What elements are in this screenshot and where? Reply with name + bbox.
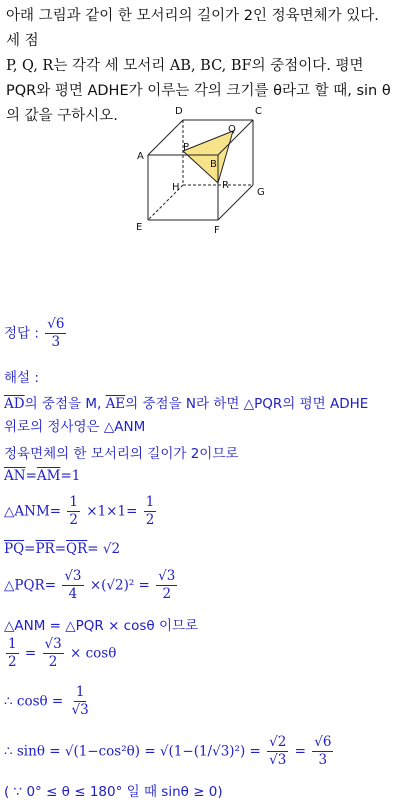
problem-line: 아래 그림과 같이 한 모서리의 길이가 2인 정육면체가 있다. 세 점 xyxy=(6,8,379,49)
solution-text: △ANM= xyxy=(4,503,62,520)
vertex-label: E xyxy=(136,222,143,233)
segment-label: $\overline{AN}$ xyxy=(4,468,26,484)
solution-text: = √2 xyxy=(87,541,121,557)
numerator: 1 xyxy=(69,494,78,510)
solution-text: = xyxy=(24,541,36,557)
solution-line xyxy=(4,541,120,557)
segment-label: $\overline{PR}$ xyxy=(35,541,55,557)
denominator: 2 xyxy=(145,512,155,528)
solution-line xyxy=(4,636,116,671)
problem-line: 의 값을 구하시오. xyxy=(6,108,118,124)
vertex-label: D xyxy=(175,106,183,117)
fraction xyxy=(312,734,333,769)
solution-text: ∴ sinθ = √(1−cos²θ) = √(1−(1/√3)²) = xyxy=(4,743,261,760)
solution-text: ×(√2)² = xyxy=(89,577,150,594)
denominator: 2 xyxy=(8,654,17,670)
solution-header: 해설 : xyxy=(4,370,39,386)
solution-line: 위로의 정사영은 △ANM xyxy=(4,419,146,435)
denominator: √3 xyxy=(269,752,287,768)
fraction xyxy=(62,568,83,603)
numerator: 1 xyxy=(145,494,155,510)
fraction xyxy=(43,636,64,671)
triangle-PQR xyxy=(183,131,233,183)
solution-line xyxy=(4,568,179,603)
vertex-label: P xyxy=(183,142,190,153)
solution-text: ∴ cosθ = xyxy=(4,693,64,710)
fraction xyxy=(70,684,91,719)
vertex-label: B xyxy=(210,159,217,170)
numerator: √2 xyxy=(269,734,287,750)
denominator: 3 xyxy=(318,752,328,768)
cube-diagram xyxy=(128,100,278,240)
denominator: √3 xyxy=(71,702,89,718)
numerator: 1 xyxy=(8,636,17,652)
answer-row xyxy=(4,316,68,351)
problem-line: PQR와 평면 ADHE가 이루는 각의 크기를 θ라고 할 때, sin θ xyxy=(6,83,391,99)
solution-line: ( ∵ 0° ≤ θ ≤ 180° 일 때 sinθ ≥ 0) xyxy=(4,784,223,800)
solution-text: = xyxy=(25,468,37,484)
solution-line xyxy=(4,392,368,412)
numerator: √3 xyxy=(44,636,62,652)
vertex-label: R xyxy=(222,180,229,191)
solution-line xyxy=(4,734,335,769)
answer-denominator: 3 xyxy=(51,334,61,350)
segment-label: $\overline{QR}$ xyxy=(66,541,88,557)
denominator: 4 xyxy=(68,586,78,602)
fraction xyxy=(6,636,19,671)
problem-line: P, Q, R는 각각 세 모서리 AB, BC, BF의 중점이다. 평면 xyxy=(6,58,364,74)
answer-fraction xyxy=(45,316,66,351)
denominator: 2 xyxy=(48,654,58,670)
fraction xyxy=(267,734,288,769)
segment-label: $\overline{AM}$ xyxy=(36,468,61,484)
fraction xyxy=(156,568,177,603)
solution-text: ×1×1= xyxy=(86,503,138,520)
solution-text: =1 xyxy=(60,468,81,484)
segment-label: $\overline{AE}$ xyxy=(105,396,126,412)
solution-text: × cosθ xyxy=(70,645,117,662)
vertex-label: C xyxy=(255,106,262,117)
numerator: 1 xyxy=(75,684,85,700)
solution-text: = xyxy=(54,541,67,557)
vertex-label: H xyxy=(172,182,180,193)
solution-line xyxy=(4,468,80,484)
vertex-label: G xyxy=(257,187,265,198)
numerator: √6 xyxy=(314,734,332,750)
edge-AD xyxy=(148,120,183,155)
vertex-label: Q xyxy=(228,124,236,135)
numerator: √3 xyxy=(64,568,82,584)
answer-numerator: √6 xyxy=(47,316,65,332)
fraction xyxy=(67,494,80,529)
vertex-label: F xyxy=(214,225,220,236)
segment-label: $\overline{AD}$ xyxy=(4,396,25,412)
solution-line xyxy=(4,494,158,529)
solution-text: 의 중점을 N라 하면 △PQR의 평면 ADHE xyxy=(125,396,369,412)
cube-figure xyxy=(128,100,278,240)
solution-line: △ANM = △PQR × cosθ 이므로 xyxy=(4,618,199,634)
solution-line: 정육면체의 한 모서리의 길이가 2이므로 xyxy=(4,446,239,462)
denominator: 2 xyxy=(69,512,78,528)
segment-label: $\overline{PQ}$ xyxy=(4,541,25,557)
solution-text: 의 중점을 M, xyxy=(24,396,106,412)
fraction xyxy=(144,494,157,529)
solution-text: △PQR= xyxy=(4,577,57,594)
solution-text: = xyxy=(24,645,37,662)
denominator: 2 xyxy=(162,586,172,602)
vertex-label: A xyxy=(137,151,144,162)
numerator: √3 xyxy=(158,568,176,584)
solution-text: = xyxy=(294,743,306,760)
solution-line xyxy=(4,684,93,719)
answer-label: 정답 : xyxy=(4,325,39,342)
